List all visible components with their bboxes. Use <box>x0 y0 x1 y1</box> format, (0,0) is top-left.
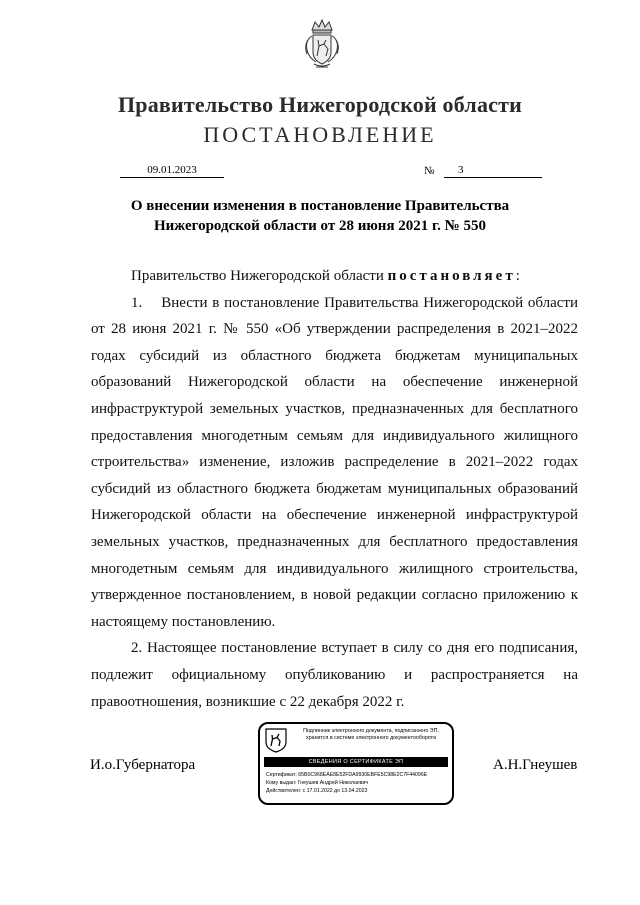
subject-line-1: О внесении изменения в постановление Правительства <box>130 198 510 214</box>
preamble <box>91 263 578 290</box>
document-number-label: № <box>424 165 435 177</box>
stamp-note <box>292 728 450 742</box>
stamp-certificate-header: СВЕДЕНИЯ О СЕРТИФИКАТЕ ЭП <box>264 757 448 767</box>
preamble-start: Правительство Нижегородской области <box>131 268 388 284</box>
document-date: 09.01.2023 <box>120 163 224 178</box>
electronic-signature-stamp <box>258 722 454 805</box>
preamble-resolves: постановляет <box>387 268 516 284</box>
stamp-certificate-id: Сертификат: 65B0C968EAE8E52FDA9930EBFE5C98E2C7F44096E <box>266 772 428 778</box>
item-2: 2. Настоящее постановление вступает в силу со дня его подписания, подлежит официальному опубликованию и распространяется на правоотношения, возникшие с 22 декабря 2022 г. <box>91 640 578 710</box>
nizhny-novgorod-coat-of-arms-icon <box>302 16 342 76</box>
preamble-end: : <box>515 268 520 284</box>
organization-title: Правительство Нижегородской области <box>117 92 522 117</box>
stamp-note-line-2: хранится в системе электронного документооборота <box>306 735 436 741</box>
document-number: 3 <box>444 163 542 178</box>
stamp-issued-to: Кому выдан: Гнеушев Андрей Николаевич <box>266 780 369 786</box>
document-type: ПОСТАНОВЛЕНИЕ <box>203 122 437 147</box>
document-body <box>91 263 578 715</box>
stamp-certificate-details <box>266 771 450 795</box>
stamp-note-line-1: Подлинник электронного документа, подписанного ЭП, <box>303 728 439 734</box>
document-subject <box>130 196 510 236</box>
subject-line-2: Нижегородской области от 28 июня 2021 г. № 550 <box>153 218 486 234</box>
signatory-position: И.о.Губернатора <box>90 757 196 773</box>
nizhny-novgorod-deer-icon <box>264 727 288 753</box>
item-1: 1. Внести в постановление Правительства Нижегородской области от 28 июня 2021 г. № 550 «Об утверждении распределения в 2021–2022 годах субсидий из областного бюджета бюджетам муниципальных образований Нижегородской области на обеспечение инженерной инфраструктурой земельных участков, предназначенных для бесплатного предоставления многодетным семьям для индивидуального жилищного строительства» изменение, изложив распределение в 2021–2022 годах субсидий из областного бюджета бюджетам муниципальных образований Нижегородской области на обеспечение инженерной инфраструктурой земельных участков, предназначенных для бесплатного предоставления многодетным семьям для индивидуального жилищного строительства, утвержденное постановлением, в новой редакции согласно приложению к настоящему постановлению. <box>91 294 578 630</box>
stamp-validity: Действителен: с 17.01.2022 до 13.04.2023 <box>266 788 368 794</box>
signatory-name: А.Н.Гнеушев <box>493 757 578 773</box>
